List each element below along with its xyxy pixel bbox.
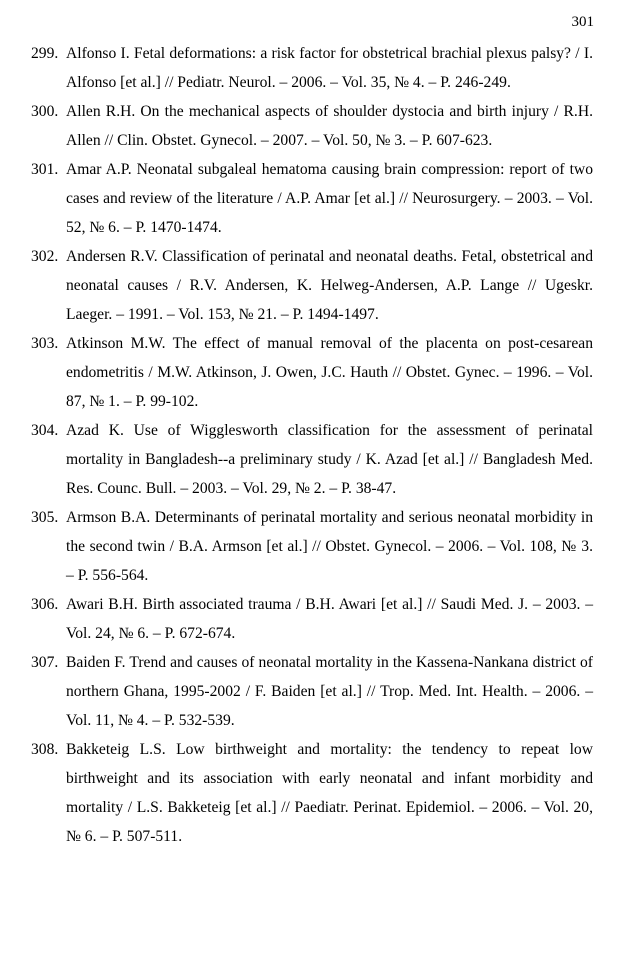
reference-number: 306. [31, 596, 59, 613]
reference-item [31, 329, 593, 416]
reference-list [31, 39, 593, 851]
reference-text: Bakketeig L.S. Low birthweight and mortality: the tendency to repeat low birthweight and its association with early neonatal and infant morbidity and mortality / L.S. Bakketeig [et al.] // Paediatr. Perinat. Epidemiol. – 2006. – Vol. 20, № 6. – P. 507-511. [66, 741, 593, 845]
reference-text: Baiden F. Trend and causes of neonatal mortality in the Kassena-Nankana district of northern Ghana, 1995-2002 / F. Baiden [et al.] // Trop. Med. Int. Health. – 2006. – Vol. 11, № 4. – P. 532-539. [66, 654, 593, 729]
reference-text: Armson B.A. Determinants of perinatal mortality and serious neonatal morbidity in the second twin / B.A. Armson [et al.] // Obstet. Gynecol. – 2006. – Vol. 108, № 3. – P. 556-564. [66, 509, 593, 584]
reference-text: Alfonso I. Fetal deformations: a risk factor for obstetrical brachial plexus palsy? / I. Alfonso [et al.] // Pediatr. Neurol. – 2006. – Vol. 35, № 4. – P. 246-249. [66, 45, 593, 91]
reference-item [31, 416, 593, 503]
reference-number: 301. [31, 161, 59, 178]
reference-item [31, 242, 593, 329]
reference-text: Awari B.H. Birth associated trauma / B.H. Awari [et al.] // Saudi Med. J. – 2003. – Vol. 24, № 6. – P. 672-674. [66, 596, 593, 642]
reference-item [31, 735, 593, 851]
reference-number: 307. [31, 654, 59, 671]
reference-number: 308. [31, 741, 59, 758]
page-number: 301 [571, 14, 594, 30]
reference-item [31, 155, 593, 242]
reference-number: 302. [31, 248, 59, 265]
reference-number: 303. [31, 335, 59, 352]
reference-number: 300. [31, 103, 59, 120]
reference-text: Atkinson M.W. The effect of manual removal of the placenta on post-cesarean endometritis / M.W. Atkinson, J. Owen, J.C. Hauth // Obstet. Gynec. – 1996. – Vol. 87, № 1. – P. 99-102. [66, 335, 593, 410]
reference-item [31, 97, 593, 155]
reference-number: 305. [31, 509, 59, 526]
reference-text: Amar A.P. Neonatal subgaleal hematoma causing brain compression: report of two cases and review of the literature / A.P. Amar [et al.] // Neurosurgery. – 2003. – Vol. 52, № 6. – P. 1470-1474. [66, 161, 593, 236]
reference-number: 304. [31, 422, 59, 439]
reference-text: Allen R.H. On the mechanical aspects of shoulder dystocia and birth injury / R.H. Allen // Clin. Obstet. Gynecol. – 2007. – Vol. 50, № 3. – P. 607-623. [66, 103, 593, 149]
reference-number: 299. [31, 45, 59, 62]
reference-text: Andersen R.V. Classification of perinatal and neonatal deaths. Fetal, obstetrical and neonatal causes / R.V. Andersen, K. Helweg-Andersen, A.P. Lange // Ugeskr. Laeger. – 1991. – Vol. 153, № 21. – P. 1494-1497. [66, 248, 593, 323]
reference-text: Azad K. Use of Wigglesworth classification for the assessment of perinatal mortality in Bangladesh--a preliminary study / K. Azad [et al.] // Bangladesh Med. Res. Counc. Bull. – 2003. – Vol. 29, № 2. – P. 38-47. [66, 422, 593, 497]
reference-item [31, 648, 593, 735]
reference-item [31, 39, 593, 97]
reference-item [31, 590, 593, 648]
reference-item [31, 503, 593, 590]
